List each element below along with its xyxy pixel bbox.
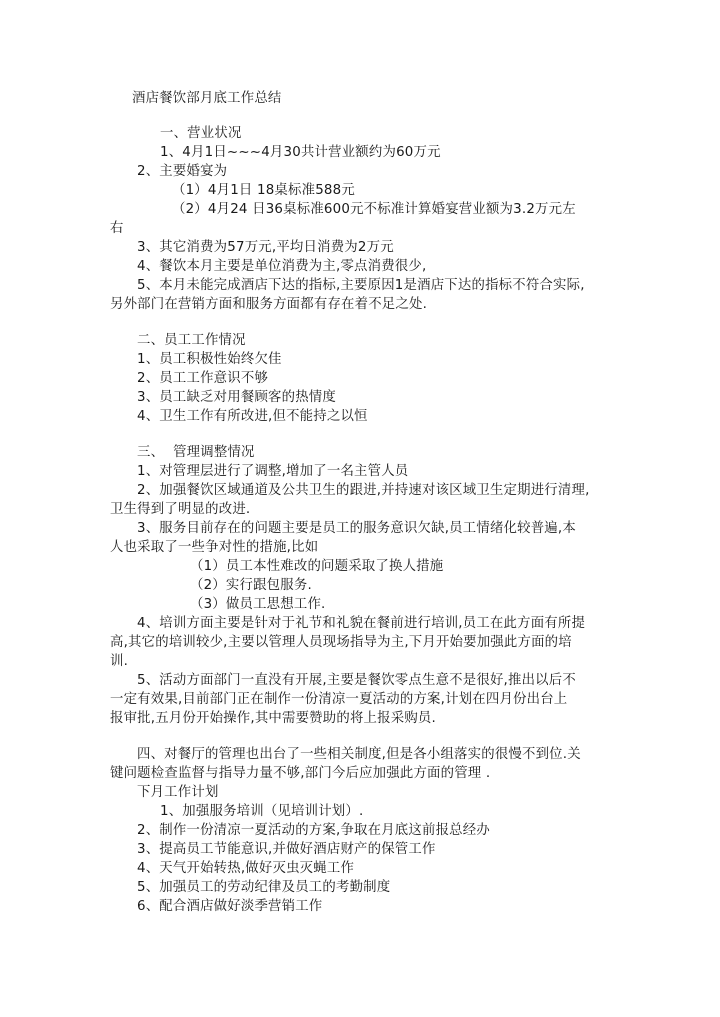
list-item: 2、制作一份清凉一夏活动的方案,争取在月底这前报总经办 [137, 823, 490, 838]
list-item-continued: 训. [110, 654, 129, 669]
list-item-continued: 报审批,五月份开始操作,其中需要赞助的将上报采购员. [110, 711, 436, 726]
sub-list-item: （2）4月24 日36桌标准600元不标准计算婚宴营业额为3.2万元左 [172, 202, 576, 217]
paragraph-continued: 键问题检查监督与指导力量不够,部门今后应加强此方面的管理 . [110, 766, 491, 781]
sub-list-item: （1）4月1日 18桌标准588元 [172, 183, 355, 198]
sub-list-item: （1）员工本性难改的问题采取了换人措施 [190, 559, 444, 574]
list-item: 3、服务目前存在的问题主要是员工的服务意识欠缺,员工情绪化较普遍,本 [137, 521, 576, 536]
list-item: 2、加强餐饮区域通道及公共卫生的跟进,并持速对该区域卫生定期进行清理, [137, 483, 590, 498]
list-item: 5、活动方面部门一直没有开展,主要是餐饮零点生意不是很好,推出以后不 [137, 673, 576, 688]
list-item: 1、4月1日~~~4月30共计营业额约为60万元 [160, 145, 441, 160]
list-item: 3、员工缺乏对用餐顾客的热情度 [137, 390, 336, 405]
sub-list-item-continued: 右 [110, 221, 124, 236]
section-heading-management: 三、 管理调整情况 [137, 445, 255, 460]
list-item: 1、对管理层进行了调整,增加了一名主管人员 [137, 464, 409, 479]
sub-list-item: （2）实行跟包服务. [190, 578, 312, 593]
list-item: 2、员工工作意识不够 [137, 371, 269, 386]
list-item: 3、其它消费为57万元,平均日消费为2万元 [137, 240, 394, 255]
list-item: 4、培训方面主要是针对于礼节和礼貌在餐前进行培训,员工在此方面有所提 [137, 616, 586, 631]
list-item-continued: 高,其它的培训较少,主要以管理人员现场指导为主,下月开始要加强此方面的培 [110, 635, 572, 650]
list-item: 4、卫生工作有所改进,但不能持之以恒 [137, 409, 368, 424]
list-item-continued: 人也采取了一些争对性的措施,比如 [110, 540, 319, 555]
list-item: 5、本月未能完成酒店下达的指标,主要原因1是酒店下达的指标不符合实际, [137, 278, 585, 293]
list-item: 1、加强服务培训（见培训计划）. [160, 804, 364, 819]
list-item: 5、加强员工的劳动纪律及员工的考勤制度 [137, 880, 391, 895]
section-heading-business: 一、营业状况 [160, 126, 242, 141]
section-heading-staff: 二、员工工作情况 [137, 333, 246, 348]
list-item: 4、天气开始转热,做好灭虫灭蝇工作 [137, 861, 355, 876]
document-title: 酒店餐饮部月底工作总结 [132, 91, 282, 106]
list-item: 1、员工积极性始终欠佳 [137, 352, 282, 367]
sub-list-item: （3）做员工思想工作. [190, 597, 326, 612]
list-item: 2、主要婚宴为 [137, 164, 228, 179]
list-item-continued: 一定有效果,目前部门正在制作一份清凉一夏活动的方案,计划在四月份出台上 [110, 692, 568, 707]
list-item: 3、提高员工节能意识,并做好酒店财产的保管工作 [137, 842, 436, 857]
section-heading-next-month-plan: 下月工作计划 [137, 785, 219, 800]
list-item: 6、配合酒店做好淡季营销工作 [137, 899, 323, 914]
list-item-continued: 另外部门在营销方面和服务方面都有存在着不足之处. [110, 297, 428, 312]
list-item-continued: 卫生得到了明显的改进. [110, 502, 251, 517]
list-item: 4、餐饮本月主要是单位消费为主,零点消费很少, [137, 259, 427, 274]
paragraph-restaurant-management: 四、对餐厅的管理也出台了一些相关制度,但是各小组落实的很慢不到位.关 [137, 747, 581, 762]
